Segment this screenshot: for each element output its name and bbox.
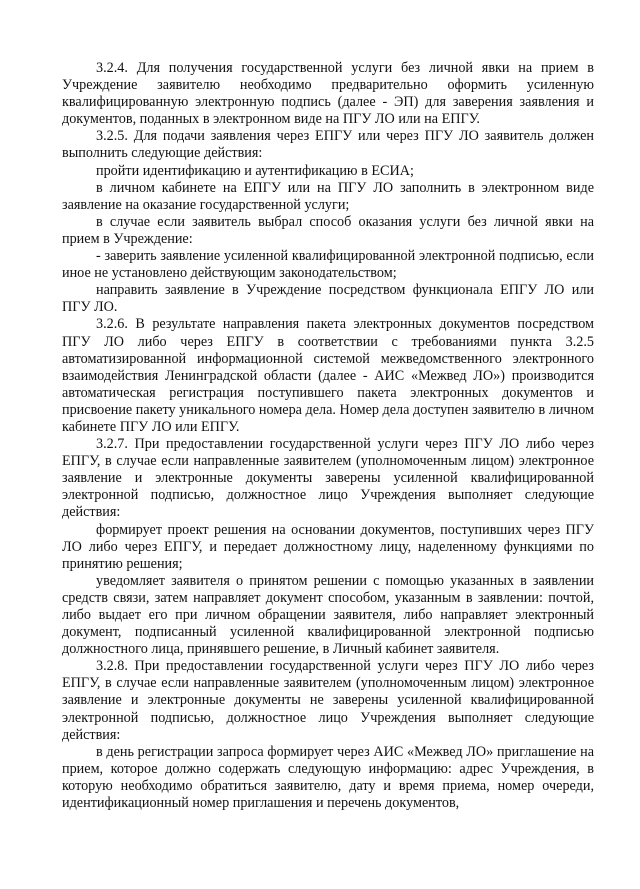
document-page [62, 60, 594, 812]
paragraph-3-2-5: 3.2.5. Для подачи заявления через ЕПГУ или через ПГУ ЛО заявитель должен выполнить следующие действия: [62, 128, 594, 162]
list-item-draft-decision: формирует проект решения на основании документов, поступивших через ПГУ ЛО либо через ЕПГУ, и передает должностному лицу, наделенному функциями по принятию решения; [62, 521, 594, 572]
list-item-esia: пройти идентификацию и аутентификацию в ЕСИА; [96, 162, 414, 179]
list-item-no-visit: в случае если заявитель выбрал способ оказания услуги без личной явки на прием в Учреждение: [62, 213, 594, 247]
list-item-notify: уведомляет заявителя о принятом решении с помощью указанных в заявлении средств связи, затем направляет документ способом, указанным в заявлении: почтой, либо выдает его при личном обращении заявителя, либо направляет электронный документ, подписанный усиленной квалифицированной электронной подписью должностного лица, принявшего решение, в Личный кабинет заявителя. [62, 572, 594, 658]
list-item-sign: - заверить заявление усиленной квалифицированной электронной подписью, если иное не установлено действующим законодательством; [62, 248, 594, 282]
paragraph-3-2-8: 3.2.8. При предоставлении государственной услуги через ПГУ ЛО либо через ЕПГУ, в случае если направленные заявителем (уполномоченным лицом) электронное заявление и электронные документы не заверены усиленной квалифицированной электронной подписью, должностное лицо Учреждения выполняет следующие действия: [62, 658, 594, 743]
paragraph-3-2-7: 3.2.7. При предоставлении государственной услуги через ПГУ ЛО либо через ЕПГУ, в случае если направленные заявителем (уполномоченным лицом) электронное заявление и электронные документы заверены усиленной квалифицированной электронной подписью, должностное лицо Учреждения выполняет следующие действия: [62, 436, 594, 521]
list-item-fill-application: в личном кабинете на ЕПГУ или на ПГУ ЛО заполнить в электронном виде заявление на оказание государственной услуги; [62, 179, 594, 213]
list-item-invitation: в день регистрации запроса формирует через АИС «Межвед ЛО» приглашение на прием, которое должно содержать следующую информацию: адрес Учреждения, в которую необходимо обратиться заявителю, дату и время приема, номер очереди, идентификационный номер приглашения и перечень документов, [62, 743, 594, 812]
paragraph-3-2-6: 3.2.6. В результате направления пакета электронных документов посредством ПГУ ЛО либо через ЕПГУ в соответствии с требованиями пункта 3.2.5 автоматизированной информационной системой межведомственного электронного взаимодействия Ленинградской области (далее - АИС «Межвед ЛО») производится автоматическая регистрация поступившего пакета электронных документов и присвоение пакету уникального номера дела. Номер дела доступен заявителю в личном кабинете ПГУ ЛО или ЕПГУ. [62, 316, 594, 435]
paragraph-3-2-4: 3.2.4. Для получения государственной услуги без личной явки на прием в Учреждение заявителю необходимо предварительно оформить усиленную квалифицированную электронную подпись (далее - ЭП) для заверения заявления и документов, поданных в электронном виде на ПГУ ЛО или на ЕПГУ. [62, 60, 594, 128]
list-item-send: направить заявление в Учреждение посредством функционала ЕПГУ ЛО или ПГУ ЛО. [62, 282, 594, 316]
